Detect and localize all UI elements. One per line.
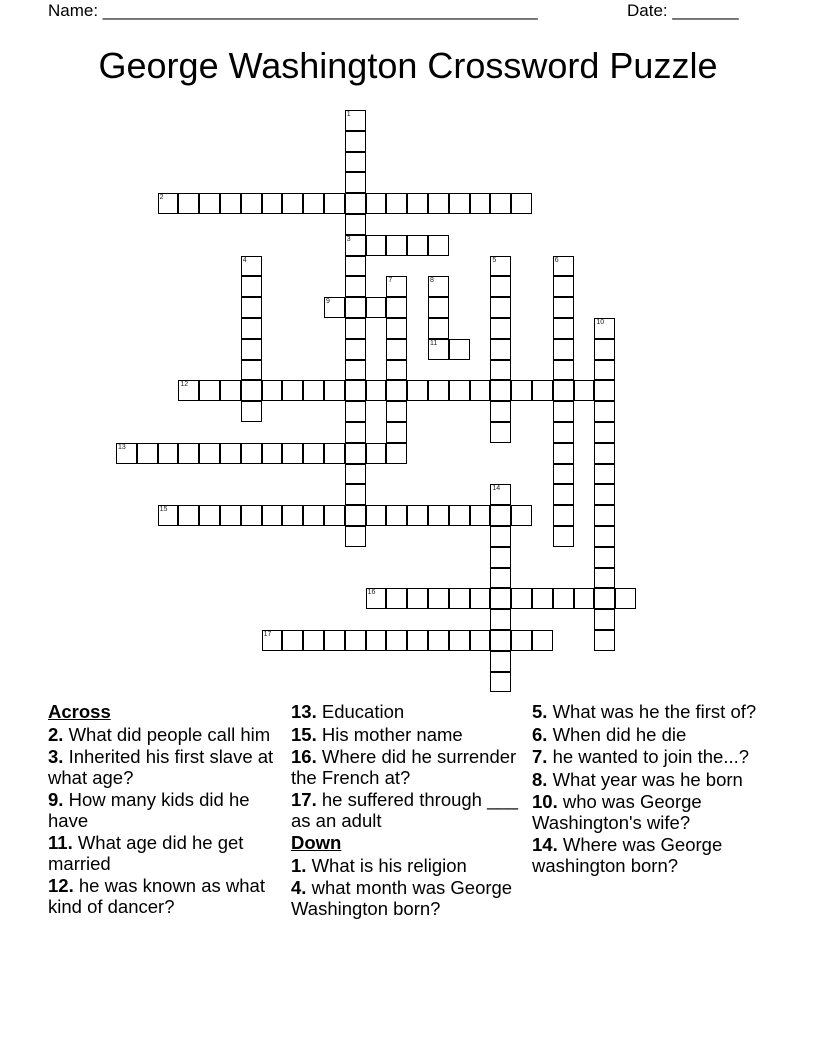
clue-item: 6. When did he die [532, 723, 687, 745]
clue-number-label: 16 [367, 589, 376, 597]
grid-cell[interactable] [386, 588, 407, 609]
grid-cell[interactable] [241, 443, 262, 464]
grid-cell[interactable] [262, 630, 283, 651]
grid-cell[interactable] [345, 464, 366, 485]
grid-cell[interactable] [490, 505, 511, 526]
grid-cell[interactable] [470, 505, 491, 526]
clue-number-label: 6 [554, 256, 559, 264]
grid-cell[interactable] [490, 609, 511, 630]
grid-cell[interactable] [282, 443, 303, 464]
grid-cell[interactable] [470, 588, 491, 609]
grid-cell[interactable] [303, 630, 324, 651]
grid-cell[interactable] [615, 588, 636, 609]
clue-number-label: 17 [263, 631, 272, 638]
grid-cell[interactable] [490, 630, 511, 651]
grid-cell[interactable] [199, 193, 220, 214]
clue-text: His mother name [321, 723, 463, 745]
grid-cell[interactable] [345, 297, 366, 318]
clue-number-label: 7 [388, 277, 393, 285]
grid-cell[interactable] [594, 401, 615, 422]
clue-number-label: 15 [159, 506, 168, 514]
grid-cell[interactable] [594, 443, 615, 464]
grid-cell[interactable] [511, 588, 532, 609]
clue-item: 1. What is his religion [291, 854, 467, 876]
grid-cell[interactable] [241, 297, 262, 318]
grid-cell[interactable] [324, 630, 345, 651]
grid-cell[interactable] [345, 443, 366, 464]
grid-cell[interactable] [386, 630, 407, 651]
grid-cell[interactable] [490, 526, 511, 547]
grid-cell[interactable] [282, 380, 303, 401]
clue-number-label: 8 [430, 277, 434, 285]
grid-cell[interactable] [490, 422, 511, 443]
grid-cell[interactable] [366, 380, 387, 401]
grid-cell[interactable] [553, 380, 574, 401]
name-field: Name: ______________________________________________ [48, 1, 538, 20]
grid-cell[interactable] [449, 630, 470, 651]
grid-cell[interactable] [449, 588, 470, 609]
grid-cell[interactable] [490, 672, 511, 693]
grid-cell[interactable] [553, 401, 574, 422]
grid-cell[interactable] [199, 505, 220, 526]
clue-number: 8 [532, 768, 543, 790]
clue-number-label: 4 [242, 256, 247, 264]
grid-cell[interactable] [594, 609, 615, 630]
down-heading: Down [291, 832, 342, 853]
grid-cell[interactable] [366, 588, 387, 609]
grid-cell[interactable] [178, 443, 199, 464]
grid-cell[interactable] [178, 380, 199, 401]
grid-cell[interactable] [303, 505, 324, 526]
grid-cell[interactable] [428, 318, 449, 339]
grid-cell[interactable] [386, 422, 407, 443]
grid-cell[interactable] [345, 193, 366, 214]
clue-number: 9 [48, 789, 59, 810]
grid-cell[interactable] [490, 380, 511, 401]
clue-item: 16. Where did he surrender the French at? [291, 746, 517, 788]
grid-cell[interactable] [594, 464, 615, 485]
clue-item: 8. What year was he born [532, 768, 743, 790]
clue-item: 9. How many kids did he have [48, 789, 250, 831]
grid-cell[interactable] [428, 630, 449, 651]
grid-cell[interactable] [386, 318, 407, 339]
grid-cell[interactable] [345, 526, 366, 547]
grid-cell[interactable] [553, 297, 574, 318]
grid-cell[interactable] [490, 484, 511, 505]
grid-cell[interactable] [386, 235, 407, 256]
grid-cell[interactable] [428, 297, 449, 318]
clue-number: 7 [532, 746, 543, 767]
clue-number: 10 [532, 791, 553, 812]
grid-cell[interactable] [241, 256, 262, 277]
grid-cell[interactable] [470, 193, 491, 214]
clue-item: 3. Inherited his first slave at what age? [48, 746, 274, 788]
clue-text: who was George Washington's wife? [532, 791, 702, 833]
clue-number: 6 [532, 723, 543, 745]
grid-cell[interactable] [490, 651, 511, 672]
grid-cell[interactable] [594, 339, 615, 360]
clue-number: 14 [532, 834, 553, 855]
grid-cell[interactable] [345, 235, 366, 256]
grid-cell[interactable] [407, 588, 428, 609]
grid-cell[interactable] [345, 152, 366, 173]
grid-cell[interactable] [594, 547, 615, 568]
clue-number-label: 13 [118, 443, 126, 451]
grid-cell[interactable] [345, 380, 366, 401]
grid-cell[interactable] [324, 505, 345, 526]
grid-cell[interactable] [490, 360, 511, 381]
clue-number: 13 [291, 701, 312, 722]
grid-cell[interactable] [532, 380, 553, 401]
clue-number-label: 11 [430, 339, 438, 347]
grid-cell[interactable] [594, 360, 615, 381]
grid-cell[interactable] [594, 630, 615, 651]
grid-cell[interactable] [386, 297, 407, 318]
grid-cell[interactable] [594, 568, 615, 589]
grid-cell[interactable] [470, 630, 491, 651]
grid-cell[interactable] [553, 276, 574, 297]
grid-cell[interactable] [574, 380, 595, 401]
grid-cell[interactable] [303, 380, 324, 401]
grid-cell[interactable] [386, 443, 407, 464]
clue-number: 5 [532, 701, 543, 722]
grid-cell[interactable] [241, 360, 262, 381]
grid-cell[interactable] [345, 401, 366, 422]
grid-cell[interactable] [303, 193, 324, 214]
clue-number: 2 [48, 723, 59, 745]
clue-text: When did he die [552, 723, 687, 745]
grid-cell[interactable] [386, 401, 407, 422]
grid-cell[interactable] [366, 505, 387, 526]
clue-text: Education [321, 701, 405, 722]
grid-cell[interactable] [428, 588, 449, 609]
grid-cell[interactable] [241, 318, 262, 339]
grid-cell[interactable] [241, 276, 262, 297]
clue-column-3 [532, 702, 772, 878]
clue-number-label: 1 [346, 111, 351, 118]
grid-cell[interactable] [428, 235, 449, 256]
clue-item: 4. what month was George Washington born? [291, 877, 513, 919]
grid-cell[interactable] [220, 443, 241, 464]
grid-cell[interactable] [386, 276, 407, 297]
grid-cell[interactable] [594, 318, 615, 339]
grid-cell[interactable] [158, 193, 179, 214]
grid-cell[interactable] [386, 193, 407, 214]
grid-cell[interactable] [220, 193, 241, 214]
grid-cell[interactable] [366, 297, 387, 318]
clue-item: 5. What was he the first of? [532, 701, 757, 722]
grid-cell[interactable] [324, 193, 345, 214]
grid-cell[interactable] [553, 464, 574, 485]
clue-item: 12. he was known as what kind of dancer? [48, 875, 265, 917]
clue-text: Where did he surrender the French at? [291, 746, 517, 788]
clue-text: What was he the first of? [552, 701, 757, 722]
grid-cell[interactable] [345, 131, 366, 152]
grid-cell[interactable] [386, 505, 407, 526]
grid-cell[interactable] [407, 505, 428, 526]
grid-cell[interactable] [199, 443, 220, 464]
grid-cell[interactable] [490, 256, 511, 277]
grid-cell[interactable] [594, 380, 615, 401]
grid-cell[interactable] [532, 630, 553, 651]
clue-number-label: 2 [159, 194, 164, 202]
clue-text: he wanted to join the...? [552, 746, 750, 767]
grid-cell[interactable] [282, 630, 303, 651]
grid-cell[interactable] [449, 339, 470, 360]
grid-cell[interactable] [345, 505, 366, 526]
grid-cell[interactable] [345, 339, 366, 360]
clue-number: 11 [48, 832, 68, 853]
grid-cell[interactable] [594, 505, 615, 526]
grid-cell[interactable] [366, 443, 387, 464]
clue-column-2 [291, 702, 531, 921]
grid-cell[interactable] [553, 526, 574, 547]
grid-cell[interactable] [324, 443, 345, 464]
clue-column-1 [48, 702, 288, 919]
clue-number: 4 [291, 877, 302, 898]
grid-cell[interactable] [178, 193, 199, 214]
clue-item: 2. What did people call him [48, 723, 271, 745]
grid-cell[interactable] [470, 380, 491, 401]
grid-cell[interactable] [490, 568, 511, 589]
grid-cell[interactable] [241, 339, 262, 360]
grid-cell[interactable] [262, 443, 283, 464]
grid-cell[interactable] [178, 505, 199, 526]
grid-cell[interactable] [594, 484, 615, 505]
clue-number: 3 [48, 746, 59, 767]
grid-cell[interactable] [553, 484, 574, 505]
grid-cell[interactable] [490, 339, 511, 360]
clue-number-label: 12 [180, 381, 189, 389]
grid-cell[interactable] [594, 526, 615, 547]
grid-cell[interactable] [282, 505, 303, 526]
grid-cell[interactable] [220, 380, 241, 401]
grid-cell[interactable] [428, 276, 449, 297]
grid-cell[interactable] [345, 360, 366, 381]
clue-text: he was known as what kind of dancer? [48, 875, 265, 917]
clue-item: 10. who was George Washington's wife? [532, 791, 702, 833]
grid-cell[interactable] [345, 214, 366, 235]
grid-cell[interactable] [262, 193, 283, 214]
grid-cell[interactable] [158, 505, 179, 526]
clue-text: What is his religion [311, 854, 467, 876]
grid-cell[interactable] [449, 193, 470, 214]
clue-item: 17. he suffered through ___ as an adult [291, 789, 518, 831]
grid-cell[interactable] [407, 630, 428, 651]
grid-cell[interactable] [594, 422, 615, 443]
grid-cell[interactable] [262, 380, 283, 401]
grid-cell[interactable] [428, 380, 449, 401]
clue-number-label: 9 [326, 298, 330, 306]
grid-cell[interactable] [428, 505, 449, 526]
clue-item: 15. His mother name [291, 723, 463, 745]
grid-cell[interactable] [449, 505, 470, 526]
clue-text: What did people call him [68, 723, 271, 745]
grid-cell[interactable] [366, 193, 387, 214]
grid-cell[interactable] [553, 318, 574, 339]
grid-cell[interactable] [407, 193, 428, 214]
grid-cell[interactable] [262, 505, 283, 526]
clue-text: Inherited his first slave at what age? [48, 746, 274, 788]
grid-cell[interactable] [345, 172, 366, 193]
clue-number: 15 [291, 723, 312, 745]
grid-cell[interactable] [345, 484, 366, 505]
grid-cell[interactable] [553, 256, 574, 277]
grid-cell[interactable] [366, 630, 387, 651]
grid-cell[interactable] [511, 380, 532, 401]
clue-item: 7. he wanted to join the...? [532, 746, 750, 767]
grid-cell[interactable] [490, 401, 511, 422]
grid-cell[interactable] [428, 339, 449, 360]
grid-cell[interactable] [553, 339, 574, 360]
clue-number: 12 [48, 875, 69, 896]
grid-cell[interactable] [553, 422, 574, 443]
clue-number: 1 [291, 854, 302, 876]
grid-cell[interactable] [366, 235, 387, 256]
grid-cell[interactable] [386, 339, 407, 360]
page-title: George Washington Crossword Puzzle [98, 45, 718, 86]
clue-text: what month was George Washington born? [291, 877, 513, 919]
clue-number: 17 [291, 789, 312, 810]
grid-cell[interactable] [574, 588, 595, 609]
grid-cell[interactable] [345, 318, 366, 339]
grid-cell[interactable] [241, 193, 262, 214]
grid-cell[interactable] [345, 110, 366, 131]
grid-cell[interactable] [449, 380, 470, 401]
clue-number: 16 [291, 746, 312, 767]
grid-cell[interactable] [594, 588, 615, 609]
grid-cell[interactable] [490, 193, 511, 214]
grid-cell[interactable] [511, 630, 532, 651]
clue-text: What age did he get married [48, 832, 244, 874]
grid-cell[interactable] [303, 443, 324, 464]
grid-cell[interactable] [220, 505, 241, 526]
grid-cell[interactable] [511, 193, 532, 214]
clue-text: How many kids did he have [48, 789, 250, 831]
grid-cell[interactable] [241, 401, 262, 422]
grid-cell[interactable] [386, 360, 407, 381]
grid-cell[interactable] [490, 318, 511, 339]
grid-cell[interactable] [407, 235, 428, 256]
grid-cell[interactable] [490, 297, 511, 318]
grid-cell[interactable] [345, 276, 366, 297]
grid-cell[interactable] [490, 276, 511, 297]
clue-number-label: 10 [596, 319, 605, 326]
grid-cell[interactable] [345, 422, 366, 443]
grid-cell[interactable] [241, 505, 262, 526]
clue-text: What year was he born [552, 768, 743, 790]
grid-cell[interactable] [116, 443, 137, 464]
grid-cell[interactable] [241, 380, 262, 401]
grid-cell[interactable] [553, 443, 574, 464]
grid-cell[interactable] [553, 360, 574, 381]
clue-item: 11. What age did he get married [48, 832, 244, 874]
grid-cell[interactable] [490, 547, 511, 568]
grid-cell[interactable] [490, 588, 511, 609]
grid-cell[interactable] [345, 630, 366, 651]
grid-cell[interactable] [345, 256, 366, 277]
grid-cell[interactable] [137, 443, 158, 464]
grid-cell[interactable] [199, 380, 220, 401]
clue-text: Where was George washington born? [532, 834, 723, 876]
date-field: Date: _______ [627, 1, 739, 20]
grid-cell[interactable] [511, 505, 532, 526]
grid-cell[interactable] [282, 193, 303, 214]
grid-cell[interactable] [407, 380, 428, 401]
clue-text: he suffered through ___ as an adult [291, 789, 518, 831]
clue-number-label: 14 [492, 485, 501, 493]
clue-item: 14. Where was George washington born? [532, 834, 723, 876]
clue-number-label: 3 [346, 235, 351, 243]
grid-cell[interactable] [428, 193, 449, 214]
across-heading: Across [48, 701, 111, 722]
grid-cell[interactable] [386, 380, 407, 401]
grid-cell[interactable] [324, 297, 345, 318]
clue-number-label: 5 [492, 256, 497, 264]
clue-item: 13. Education [291, 701, 405, 722]
grid-cell[interactable] [324, 380, 345, 401]
grid-cell[interactable] [158, 443, 179, 464]
grid-cell[interactable] [553, 505, 574, 526]
grid-cell[interactable] [532, 588, 553, 609]
grid-cell[interactable] [553, 588, 574, 609]
